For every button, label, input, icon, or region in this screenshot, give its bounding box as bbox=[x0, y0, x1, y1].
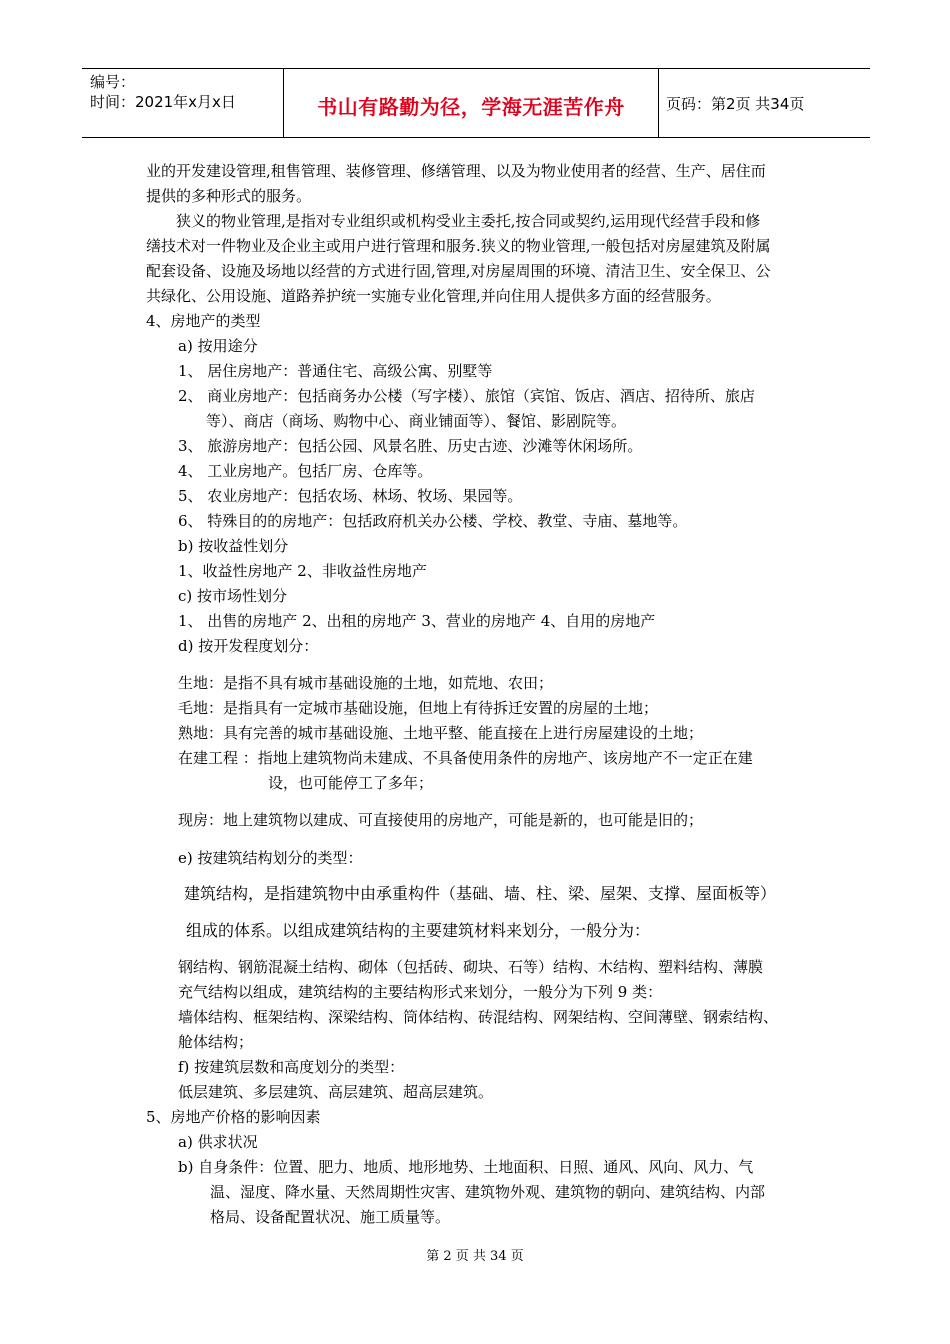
document-time-label: 时间：2021年x月x日 bbox=[90, 93, 236, 111]
list-item: 1、 居住房地产：普通住宅、高级公寓、别墅等 bbox=[178, 362, 493, 380]
paragraph-line: 建筑结构，是指建筑物中由承重构件（基础、墙、柱、梁、屋架、支撑、屋面板等） bbox=[184, 884, 777, 903]
header-motto: 书山有路勤为径，学海无涯苦作舟 bbox=[317, 95, 625, 119]
definition-item: 毛地：是指具有一定城市基础设施，但地上有待拆迁安置的房屋的土地； bbox=[178, 699, 659, 717]
list-item-continuation: 格局、设备配置状况、施工质量等。 bbox=[210, 1208, 451, 1226]
definition-item-continuation: 设，也可能停工了多年； bbox=[268, 774, 434, 792]
definition-item: 在建工程 ：指地上建筑物尚未建成、不具备使用条件的房地产、该房地产不一定正在建 bbox=[178, 749, 753, 767]
list-label: b) 按收益性划分 bbox=[178, 537, 289, 555]
list-label: d) 按开发程度划分： bbox=[178, 637, 319, 655]
section-heading: 5、房地产价格的影响因素 bbox=[146, 1108, 321, 1126]
list-item: 2、 商业房地产：包括商务办公楼（写字楼）、旅馆（宾馆、饭店、酒店、招待所、旅店 bbox=[178, 387, 755, 405]
paragraph-line: 狭义的物业管理,是指对专业组织或机构受业主委托,按合同或契约,运用现代经营手段和修 bbox=[176, 212, 761, 230]
list-item: 3、 旅游房地产：包括公园、风景名胜、历史古迹、沙滩等休闲场所。 bbox=[178, 437, 643, 455]
list-item: 1、 出售的房地产 2、出租的房地产 3、营业的房地产 4、自用的房地产 bbox=[178, 612, 656, 630]
paragraph-line: 低层建筑、多层建筑、高层建筑、超高层建筑。 bbox=[178, 1083, 494, 1101]
paragraph-line: 钢结构、钢筋混凝土结构、砌体（包括砖、砌块、石等）结构、木结构、塑料结构、薄膜 bbox=[178, 958, 764, 976]
list-item-continuation: 等）、商店（商场、购物中心、商业铺面等）、餐馆、影剧院等。 bbox=[206, 412, 627, 430]
header-page-info: 页码：第2页 共34页 bbox=[666, 95, 805, 113]
list-label: a) 按用途分 bbox=[178, 337, 258, 355]
list-item-continuation: 温、湿度、降水量、天然周期性灾害、建筑物外观、建筑物的朝向、建筑结构、内部 bbox=[210, 1183, 766, 1201]
list-item: 1、收益性房地产 2、非收益性房地产 bbox=[178, 562, 427, 580]
paragraph-line: 共绿化、公用设施、道路养护统一实施专业化管理,并向住用人提供多方面的经营服务。 bbox=[146, 287, 721, 305]
definition-item: 现房：地上建筑物以建成、可直接使用的房地产，可能是新的，也可能是旧的； bbox=[178, 811, 704, 829]
paragraph-line: 组成的体系。以组成建筑结构的主要建筑材料来划分，一般分为： bbox=[186, 921, 651, 940]
list-item: 5、 农业房地产：包括农场、林场、牧场、果园等。 bbox=[178, 487, 523, 505]
paragraph-line: 充气结构以组成，建筑结构的主要结构形式来划分，一般分为下列 9 类： bbox=[178, 983, 663, 1001]
list-label: e) 按建筑结构划分的类型： bbox=[178, 849, 363, 867]
paragraph-line: 提供的多种形式的服务。 bbox=[146, 187, 312, 205]
paragraph-line: 墙体结构、框架结构、深梁结构、筒体结构、砖混结构、网架结构、空间薄壁、钢索结构、 bbox=[178, 1008, 779, 1026]
paragraph-line: 舱体结构； bbox=[178, 1033, 254, 1051]
section-heading: 4、房地产的类型 bbox=[146, 312, 261, 330]
paragraph-line: 配套设备、设施及场地以经营的方式进行固,管理,对房屋周围的环境、清洁卫生、安全保卫、公 bbox=[146, 262, 771, 280]
list-item: b) 自身条件：位置、肥力、地质、地形地势、土地面积、日照、通风、风向、风力、气 bbox=[178, 1158, 754, 1176]
list-item: 4、 工业房地产。包括厂房、仓库等。 bbox=[178, 462, 433, 480]
document-number-label: 编号： bbox=[90, 73, 136, 91]
list-item: 6、 特殊目的的房地产：包括政府机关办公楼、学校、教堂、寺庙、墓地等。 bbox=[178, 512, 688, 530]
list-label: a) 供求状况 bbox=[178, 1133, 258, 1151]
paragraph-line: 缮技术对一件物业及企业主或用户进行管理和服务.狭义的物业管理,一般包括对房屋建筑及附属 bbox=[146, 237, 771, 255]
list-label: f) 按建筑层数和高度划分的类型： bbox=[178, 1058, 405, 1076]
definition-item: 熟地：具有完善的城市基础设施、土地平整、能直接在上进行房屋建设的土地； bbox=[178, 724, 704, 742]
definition-item: 生地：是指不具有城市基础设施的土地，如荒地、农田； bbox=[178, 674, 554, 692]
page-footer: 第 2 页 共 34 页 bbox=[426, 1249, 524, 1264]
list-label: c) 按市场性划分 bbox=[178, 587, 288, 605]
paragraph-line: 业的开发建设管理,租售管理、装修管理、修缮管理、以及为物业使用者的经营、生产、居住而 bbox=[146, 162, 766, 180]
